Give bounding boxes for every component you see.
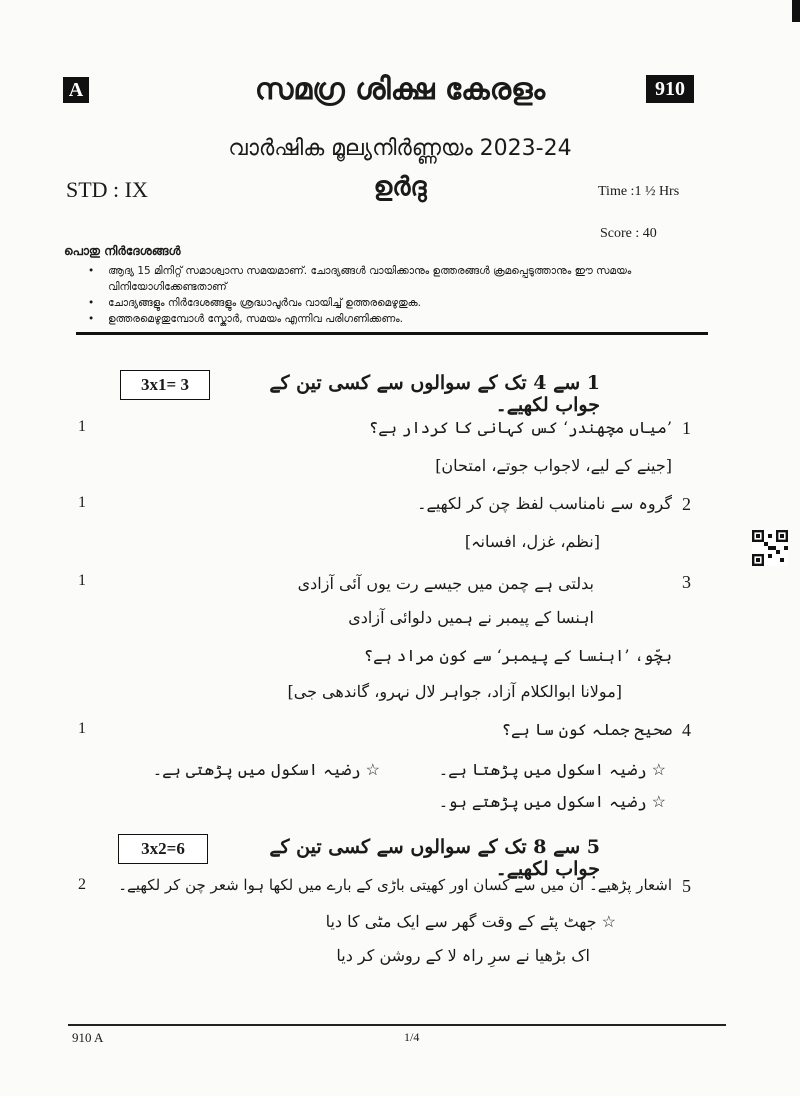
q5-verse-2: اک بڑھیا نے سرِ راہ لا کے روشن کر دیا xyxy=(336,946,590,965)
q4-marks: 1 xyxy=(78,720,86,737)
q3-marks: 1 xyxy=(78,572,86,589)
q1-text: ’میاں مچھندر‘ کس کہانی کا کردار ہے؟ xyxy=(368,418,672,437)
section2-heading: 5 سے 8 تک کے سوالوں سے کسی تین کے جواب لکھیے۔ xyxy=(269,836,600,880)
paper-number-badge: 910 xyxy=(646,75,694,103)
q3-text: بچّو، ’اہنسا کے پیمبر‘ سے کون مراد ہے؟ xyxy=(363,646,672,665)
footer-divider xyxy=(68,1024,726,1026)
q4-option-3: ☆ رضیہ اسکول میں پڑھتے ہو۔ xyxy=(438,792,666,811)
star-icon: ☆ xyxy=(651,792,666,811)
instructions-title: പൊതു നിർദേശങ്ങൾ xyxy=(64,244,181,258)
q3-options: [مولانا ابوالکلام آزاد، جواہر لال نہرو، گاندھی جی] xyxy=(287,682,622,701)
star-icon: ☆ xyxy=(651,760,666,779)
footer-paper-code: 910 A xyxy=(72,1030,104,1045)
q1-options: [جینے کے لیے، لاجواب جوتے، امتحان] xyxy=(435,456,672,475)
instruction-item: • ചോദ്യങ്ങളും നിർദേശങ്ങളും ശ്രദ്ധാപൂർവം വായിച്ച് ഉത്തരമെഴുതുക. xyxy=(88,295,688,311)
standard-label: STD : IX xyxy=(66,177,148,202)
q5-number: 5 xyxy=(682,876,691,896)
page-edge-mark xyxy=(792,0,800,22)
q4-option-2: ☆ رضیہ اسکول میں پڑھتی ہے۔ xyxy=(152,760,380,779)
star-icon: ☆ xyxy=(365,760,380,779)
q1-number: 1 xyxy=(682,418,691,438)
score-label: Score : 40 xyxy=(600,226,657,241)
time-label: Time :1 ½ Hrs xyxy=(598,184,680,199)
section1-score-box: 3x1= 3 xyxy=(120,370,210,400)
q5-text: اشعار پڑھیے۔ ان میں سے کسان اور کھیتی باڑی کے بارے میں لکھا ہوا شعر چن کر لکھیے۔ xyxy=(118,876,672,894)
instruction-item: • ആദ്യ 15 മിനിറ്റ് സമാശ്വാസ സമയമാണ്. ചോദ്യങ്ങൾ വായിക്കാനും ഉത്തരങ്ങൾ ക്രമപ്പെടുത്താനും ഈ സമയം വിനിയോഗിക്കേണ്ടതാണ് xyxy=(88,263,688,295)
star-icon: ☆ xyxy=(601,912,616,931)
q1-marks: 1 xyxy=(78,418,86,435)
q2-number: 2 xyxy=(682,494,691,514)
header-divider xyxy=(76,332,708,335)
section2-score-box: 3x2=6 xyxy=(118,834,208,864)
q2-marks: 1 xyxy=(78,494,86,511)
q4-option-1: ☆ رضیہ اسکول میں پڑھتا ہے۔ xyxy=(438,760,666,779)
instructions-list xyxy=(88,263,688,327)
q3-verse-1: بدلتی ہے چمن میں جیسے رت یوں آئی آزادی xyxy=(297,574,594,593)
qr-code xyxy=(752,530,788,566)
q5-marks: 2 xyxy=(78,876,86,893)
q3-number: 3 xyxy=(682,572,691,592)
q2-options: [نظم، غزل، افسانہ] xyxy=(464,532,600,551)
q5-verse-1: ☆ جھٹ پٹے کے وقت گھر سے ایک مٹی کا دیا xyxy=(325,912,616,931)
exam-title: സമഗ്ര ശിക്ഷ കേരളം xyxy=(254,72,546,107)
subject-title: ഉർദു xyxy=(373,172,427,202)
q3-verse-2: اہنسا کے پیمبر نے ہمیں دلوائی آزادی xyxy=(348,608,594,627)
q4-text: صحیح جملہ کون سا ہے؟ xyxy=(501,720,672,739)
q4-number: 4 xyxy=(682,720,691,740)
exam-subtitle: വാർഷിക മൂല്യനിർണ്ണയം 2023-24 xyxy=(228,136,572,161)
set-code-badge: A xyxy=(63,77,89,103)
q2-text: گروہ سے نامناسب لفظ چن کر لکھیے۔ xyxy=(417,494,672,513)
footer-page-number: 1/4 xyxy=(404,1030,420,1044)
section1-heading: 1 سے 4 تک کے سوالوں سے کسی تین کے جواب لکھیے۔ xyxy=(269,372,600,416)
instruction-item: • ഉത്തരമെഴുതുമ്പോൾ സ്കോർ, സമയം എന്നിവ പരിഗണിക്കണം. xyxy=(88,311,688,327)
